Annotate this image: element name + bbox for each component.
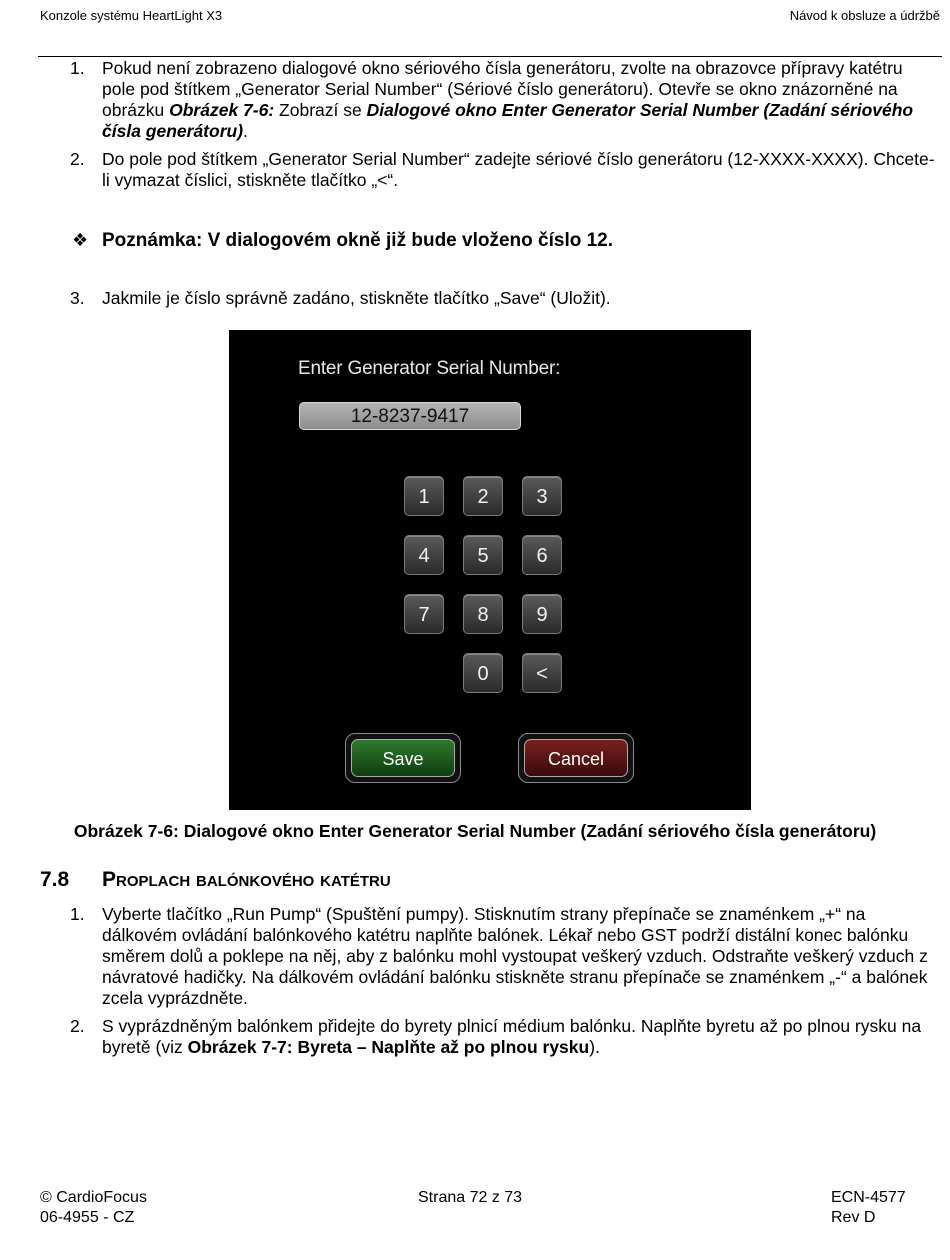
- keypad-key-3: 3: [522, 476, 562, 516]
- text-run: .: [243, 121, 248, 141]
- serial-number-field: 12-8237-9417: [299, 402, 521, 430]
- list-item: [70, 1016, 940, 1058]
- footer-copyright: © CardioFocus: [40, 1189, 147, 1206]
- section-number: 7.8: [40, 868, 70, 891]
- list-item-text: [102, 1016, 940, 1058]
- steps-list-a: [70, 58, 940, 198]
- list-item-number: 1.: [70, 58, 85, 78]
- serial-dialog-title: Enter Generator Serial Number:: [298, 358, 561, 379]
- list-item-text: [102, 58, 940, 142]
- note-text: Poznámka: V dialogovém okně již bude vloženo číslo 12.: [102, 230, 614, 251]
- steps-list-c: [70, 904, 940, 1065]
- text-run: Zobrazí se: [274, 100, 367, 120]
- emphasized-text: Obrázek 7-7: Byreta – Naplňte až po plnou rysku: [187, 1037, 590, 1057]
- footer-doc-number: 06-4955 - CZ: [40, 1209, 135, 1226]
- emphasized-text: Obrázek 7-6:: [169, 100, 275, 120]
- footer-left: [40, 1188, 147, 1228]
- save-button-frame: [345, 733, 461, 783]
- header-right: Návod k obsluze a údržbě: [789, 8, 940, 23]
- keypad-key-2: 2: [463, 476, 503, 516]
- device-screenshot: [229, 330, 751, 810]
- footer-revision: Rev D: [831, 1209, 876, 1226]
- keypad-key-9: 9: [522, 594, 562, 634]
- keypad-key-7: 7: [404, 594, 444, 634]
- list-item: [70, 904, 940, 1009]
- keypad-key-1: 1: [404, 476, 444, 516]
- figure-caption: Obrázek 7-6: Dialogové okno Enter Generator Serial Number (Zadání sériového čísla generátoru): [73, 821, 877, 841]
- footer-page-number: Strana 72 z 73: [418, 1189, 523, 1206]
- text-run: Do pole pod štítkem „Generator Serial Number“ zadejte sériové číslo generátoru (12-XXXX-XXXX). Chcete-li vymazat číslici, stiskněte tlačítko „<“.: [102, 149, 935, 190]
- keypad-key-0: 0: [463, 653, 503, 693]
- keypad-key-6: 6: [522, 535, 562, 575]
- text-run: Jakmile je číslo správně zadáno, stiskněte tlačítko „Save“ (Uložit).: [102, 288, 611, 308]
- header-divider: [38, 56, 942, 57]
- footer-ecn: ECN-4577: [831, 1189, 906, 1206]
- text-run: ).: [589, 1037, 600, 1057]
- backspace-key: <: [522, 653, 562, 693]
- keypad-key-8: 8: [463, 594, 503, 634]
- section-title: Proplach balónkového katétru: [102, 868, 391, 891]
- text-run: Vyberte tlačítko „Run Pump“ (Spuštění pumpy). Stisknutím strany přepínače se znaménkem „+“ na dálkovém ovládání balónkového katétru naplňte balónek. Lékař nebo GST podrží distální konec balónku směrem dolů a poklepe na něj, aby z balónku mohl vystoupat veškerý vzduch. Odstraňte veškerý vzduch z návratové hadičky. Na dálkovém ovládání balónku stiskněte stranu přepínače se znaménkem „-“ a balónek zcela vyprázdněte.: [102, 904, 928, 1008]
- list-item: [70, 149, 940, 191]
- note-bullet-icon: ❖: [72, 230, 89, 250]
- list-item: [70, 288, 940, 309]
- cancel-button-frame: [518, 733, 634, 783]
- save-button: Save: [351, 739, 455, 777]
- text-run: S vyprázdněným balónkem přidejte do byrety plnicí médium balónku. Naplňte byretu až po plnou rysku na byretě (viz: [102, 1016, 922, 1057]
- list-item-number: 1.: [70, 904, 85, 924]
- steps-list-b: [70, 288, 940, 316]
- list-item-number: 2.: [70, 1016, 85, 1036]
- list-item-text: [102, 288, 940, 309]
- header-left: Konzole systému HeartLight X3: [40, 8, 223, 23]
- keypad-key-4: 4: [404, 535, 444, 575]
- keypad-key-5: 5: [463, 535, 503, 575]
- list-item-number: 3.: [70, 288, 85, 308]
- text-run: Pokud není zobrazeno dialogové okno sériového čísla generátoru, zvolte na obrazovce přípravy katétru pole pod štítkem „Generator Serial Number“ (Sériové číslo generátoru). Otevře se okno znázorněné na obrázku: [102, 58, 903, 120]
- footer-right: [831, 1188, 906, 1228]
- list-item-text: [102, 904, 940, 1009]
- cancel-button: Cancel: [524, 739, 628, 777]
- list-item-text: [102, 149, 940, 191]
- list-item-number: 2.: [70, 149, 85, 169]
- list-item: [70, 58, 940, 142]
- emphasized-text: Dialogové okno Enter Generator Serial Number (Zadání sériového čísla generátoru): [102, 100, 914, 141]
